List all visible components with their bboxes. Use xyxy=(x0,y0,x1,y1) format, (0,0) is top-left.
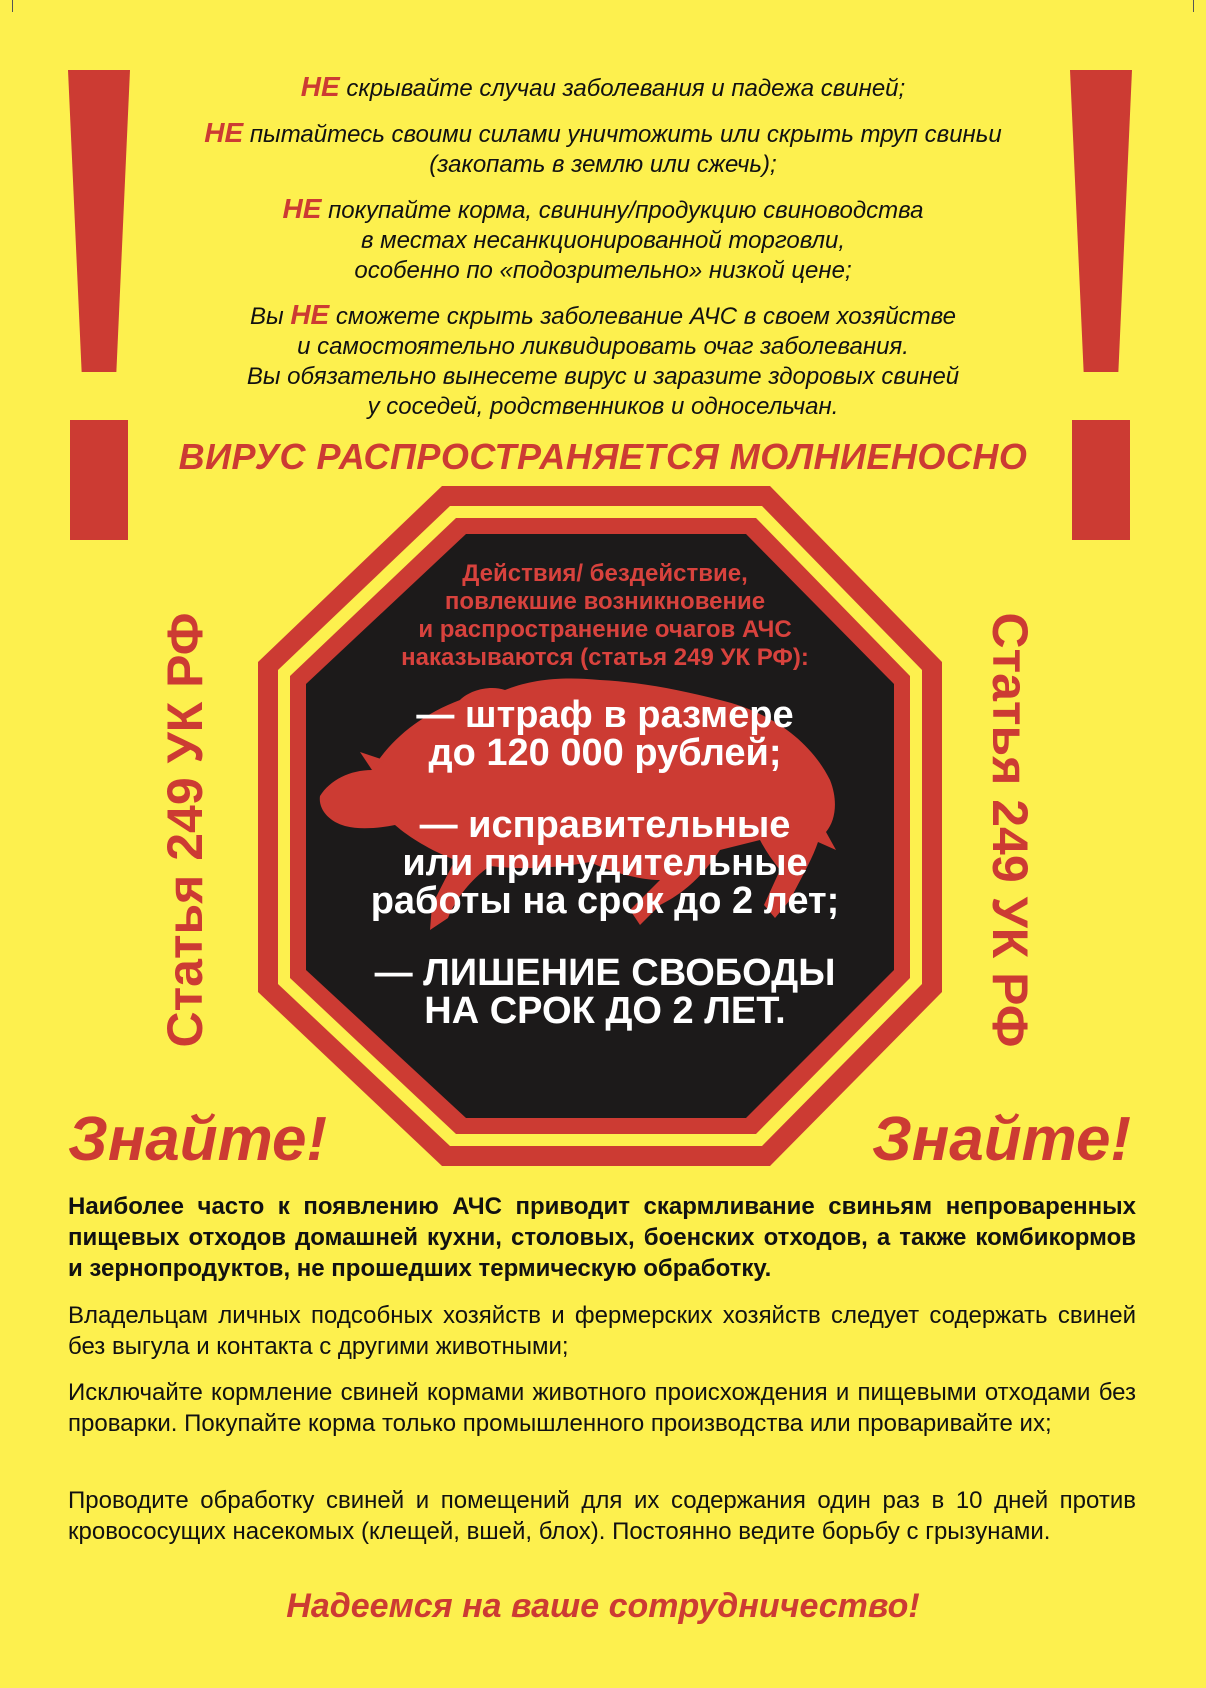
penalty-prison xyxy=(320,954,890,1030)
warning-line: в местах несанкционированной торговли, xyxy=(360,227,846,254)
warning-line: у соседей, родственников и односельчан. xyxy=(367,393,839,420)
warning-line: Вы обязательно вынесете вирус и заразите здоровых свиней xyxy=(246,363,960,390)
warning-neg: НЕ xyxy=(290,299,330,330)
side-label-right: Статья 249 УК РФ xyxy=(982,612,1038,1048)
penalty-fine xyxy=(320,696,890,772)
advice-paragraph: Владельцам личных подсобных хозяйств и фермерских хозяйств следует содержать свиней без выгула и контакта с другими животными; xyxy=(68,1302,1136,1360)
side-label-left: Статья 249 УК РФ xyxy=(157,612,213,1048)
law-line: повлекшие возникновение xyxy=(444,588,766,615)
advice-paragraph: Проводите обработку свиней и помещений для их содержания один раз в 10 дней против кровососущих насекомых (клещей, вшей, блох). Постоянно ведите борьбу с грызунами. xyxy=(68,1487,1136,1545)
warning-prefix: Вы xyxy=(249,303,284,330)
warning-neg: НЕ xyxy=(204,117,244,148)
penalty-line: — исправительные xyxy=(419,804,791,846)
penalty-line: работы на срок до 2 лет; xyxy=(370,880,840,922)
law-line: Действия/ бездействие, xyxy=(462,560,748,587)
warning-line: (закопать в землю или сжечь); xyxy=(429,151,777,178)
advice-paragraph: Исключайте кормление свиней кормами животного происхождения и пищевыми отходами без проварки. Покупайте корма только промышленного производства или проваривайте их; xyxy=(68,1379,1136,1437)
warning-line: сможете скрыть заболевание АЧС в своем хозяйстве xyxy=(335,303,957,330)
penalty-line: до 120 000 рублей; xyxy=(428,732,782,774)
main-cause-paragraph: Наиболее часто к появлению АЧС приводит скармливание свиньям непроваренных пищевых отходов домашней кухни, столовых, боенских отходов, а также комбикормов и зернопродуктов, не прошедших термическую обработку. xyxy=(68,1193,1136,1282)
penalty-line: или принудительные xyxy=(402,842,808,884)
know-label-left: Знайте! xyxy=(68,1105,328,1174)
closing-text: Надеемся на ваше сотрудничество! xyxy=(286,1587,920,1625)
warning-line: особенно по «подозрительно» низкой цене; xyxy=(354,257,852,284)
penalty-line: НА СРОК ДО 2 ЛЕТ. xyxy=(424,990,786,1032)
warning-line: покупайте корма, свинину/продукцию свиноводства xyxy=(328,197,924,224)
warning-line: и самостоятельно ликвидировать очаг заболевания. xyxy=(297,333,909,360)
penalty-line: — штраф в размере xyxy=(416,694,794,736)
law-text xyxy=(320,560,890,672)
penalty-labor xyxy=(320,806,890,920)
penalty-line: — ЛИШЕНИЕ СВОБОДЫ xyxy=(374,952,836,994)
law-line: и распространение очагов АЧС xyxy=(418,616,792,643)
law-line: наказываются (статья 249 УК РФ): xyxy=(401,644,809,671)
warning-line: пытайтесь своими силами уничтожить или скрыть труп свиньи xyxy=(249,121,1002,148)
know-label-right: Знайте! xyxy=(872,1105,1132,1174)
virus-headline: ВИРУС РАСПРОСТРАНЯЕТСЯ МОЛНИЕНОСНО xyxy=(178,436,1028,477)
warning-line: скрывайте случаи заболевания и падежа свиней; xyxy=(346,75,906,102)
warning-neg: НЕ xyxy=(282,193,322,224)
warning-neg: НЕ xyxy=(300,71,340,102)
